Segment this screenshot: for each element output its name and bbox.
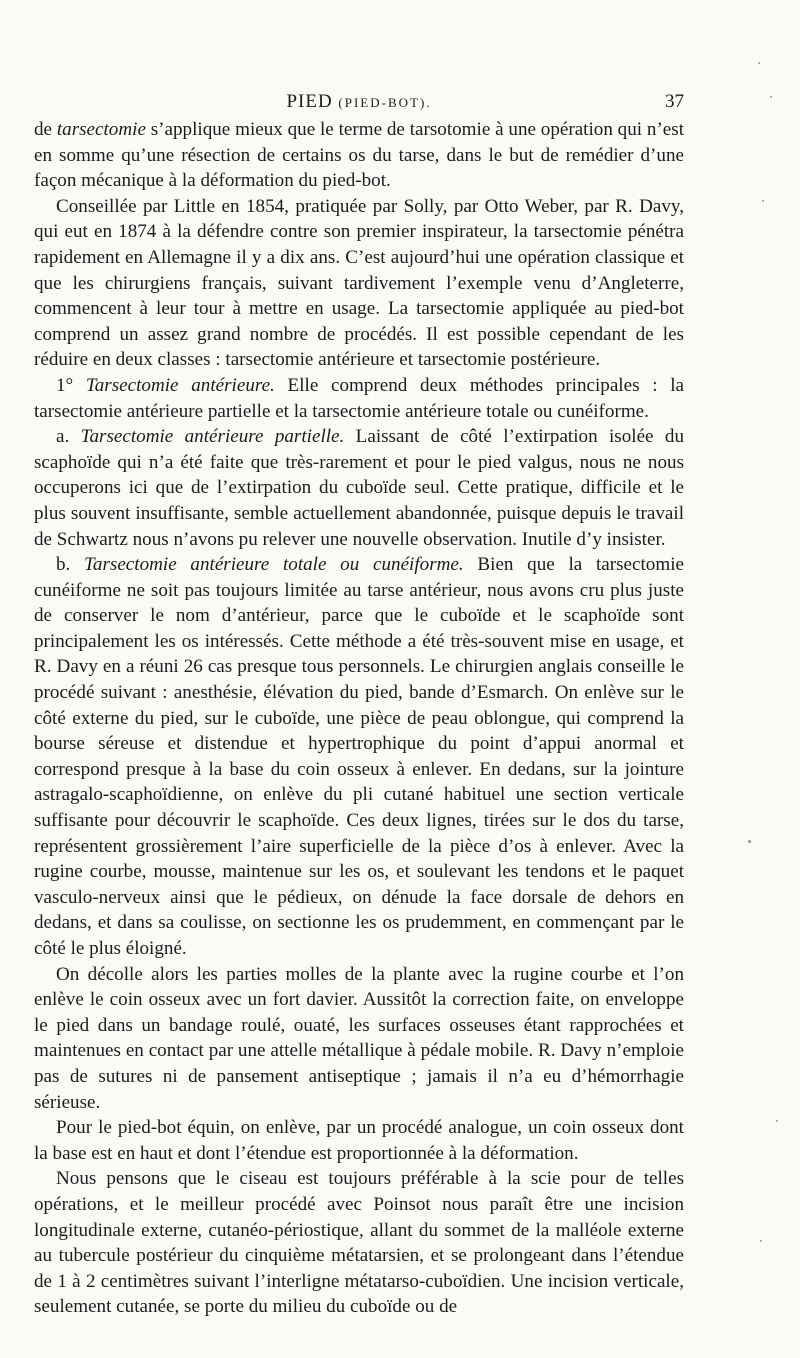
paragraph: On décolle alors les parties molles de la plante avec la rugine courbe et l’on enlève le coin osseux avec un fort davier. Aussitôt la correction faite, on enveloppe le pied dans un bandage roulé, ouaté, les surfaces osseuses étant rapprochées et maintenues en contact par une attelle métallique à pédale mobile. R. Davy n’emploie pas de sutures ni de pansement antiseptique ; jamais il n’a eu d’hémorrhagie sérieuse.: [34, 963, 684, 1113]
running-title-sub: (PIED-BOT).: [338, 95, 432, 110]
scan-speck: [758, 62, 760, 64]
paragraph: de tarsectomie s’applique mieux que le terme de tarsotomie à une opération qui n’est en somme qu’une résection de certains os du tarse, dans le but de remédier d’une façon mécanique à la déformation du pied-bot.: [34, 119, 685, 192]
scan-speck: [762, 200, 764, 202]
scan-speck: [760, 1240, 762, 1242]
page-body: [34, 117, 684, 1320]
paragraph: b. Tarsectomie antérieure totale ou cunéiforme. Bien que la tarsectomie cunéiforme ne soit pas toujours limitée au tarse antérieur, nous avons cru plus juste de conserver le nom d’antérieur, parce que le cuboïde et le scaphoïde sont principalement les os intéressés. Cette méthode a été très-souvent mise en usage, et R. Davy en a réuni 26 cas presque tous personnels. Le chirurgien anglais conseille le procédé suivant : anesthésie, élévation du pied, bande d’Esmarch. On enlève sur le côté externe du pied, sur le cuboïde, une pièce de peau oblongue, qui comprend la bourse séreuse et distendue et hypertrophique du point d’appui anormal et correspond presque à la base du coin osseux à enlever. En dedans, sur la jointure astragalo-scaphoïdienne, on enlève du pli cutané habituel une section verticale suffisante pour découvrir le scaphoïde. Ces deux lignes, tirées sur le dos du tarse, représentent grossièrement l’aire superficielle de la pièce d’os à enlever. Avec la rugine courbe, mousse, maintenue sur les os, et soulevant les tendons et le paquet vasculo-nerveux ainsi que le pédieux, on dénude la face dorsale de dehors en dedans, et dans sa coulisse, on sectionne les os prudemment, en commençant par le côté le plus éloigné.: [34, 554, 684, 959]
page-number: 37: [665, 91, 684, 112]
running-title-main: PIED: [286, 91, 333, 112]
running-title: [34, 90, 684, 115]
running-header: [34, 90, 684, 114]
paragraph: Pour le pied-bot équin, on enlève, par un procédé analogue, un coin osseux dont la base est en haut et dont l’étendue est proportionnée à la déformation.: [34, 1117, 684, 1164]
scan-speck: [770, 96, 772, 98]
scan-speck: [748, 840, 751, 843]
scan-speck: [776, 1120, 778, 1122]
paragraph: Conseillée par Little en 1854, pratiquée par Solly, par Otto Weber, par R. Davy, qui eut en 1874 à la défendre contre son premier inspirateur, la tarsectomie pénétra rapidement en Allemagne il y a dix ans. C’est aujourd’hui une opération classique et que les chirurgiens français, suivant tardivement l’exemple venu d’Angleterre, commencent à leur tour à mettre en usage. La tarsectomie appliquée au pied-bot comprend un assez grand nombre de procédés. Il est possible cependant de les réduire en deux classes : tarsectomie antérieure et tarsectomie postérieure.: [34, 195, 684, 371]
paragraph: Nous pensons que le ciseau est toujours préférable à la scie pour de telles opérations, et le meilleur procédé avec Poinsot nous paraît être une incision longitudinale externe, cutanéo-périostique, allant du sommet de la malléole externe au tubercule postérieur du cinquième métatarsien, et se prolongeant dans l’étendue de 1 à 2 centimètres suivant l’interligne métatarso-cuboïdien. Une incision verticale, seulement cutanée, se porte du milieu du cuboïde ou de: [34, 1168, 684, 1318]
paragraph: a. Tarsectomie antérieure partielle. Laissant de côté l’extirpation isolée du scaphoïde qui n’a été faite que très-rarement et pour le pied valgus, nous ne nous occuperons ici que de l’extirpation du cuboïde seul. Cette pratique, difficile et le plus souvent insuffisante, semble actuellement abandonnée, puisque depuis le travail de Schwartz nous n’avons pu relever une nouvelle observation. Inutile d’y insister.: [34, 426, 684, 550]
paragraph: 1° Tarsectomie antérieure. Elle comprend deux méthodes principales : la tarsectomie antérieure partielle et la tarsectomie antérieure totale ou cunéiforme.: [34, 374, 684, 422]
